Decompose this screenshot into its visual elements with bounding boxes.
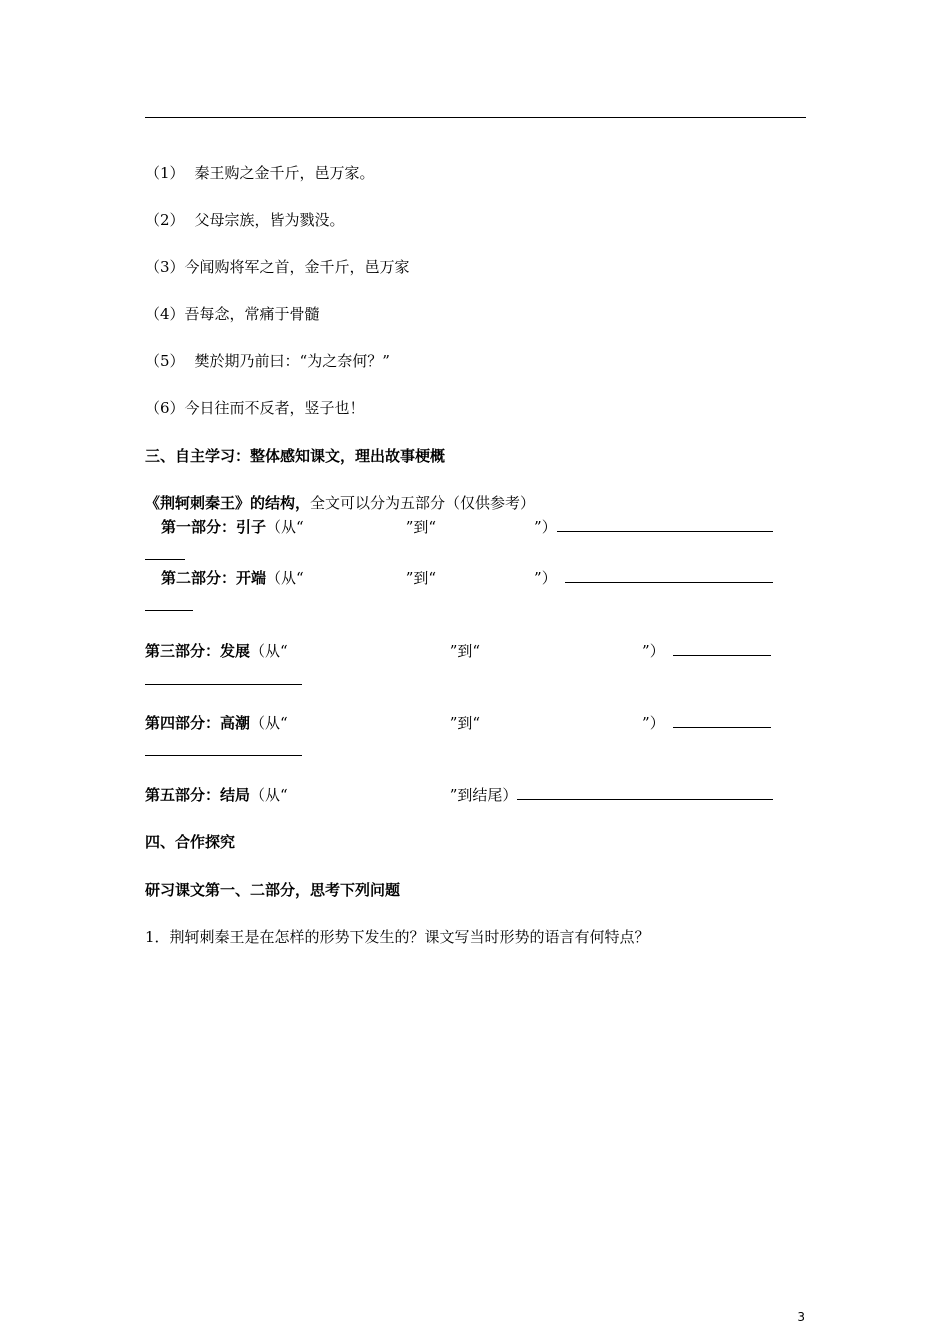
part-5-line	[145, 785, 773, 805]
part-2-line	[161, 568, 773, 588]
part-open: （从“	[250, 714, 288, 732]
answer-blank-continuation[interactable]	[145, 559, 185, 560]
part-4-line	[145, 713, 771, 733]
question-1: 1．荆轲刺秦王是在怎样的形势下发生的？课文写当时形势的语言有何特点？	[145, 928, 650, 946]
translation-item-3	[145, 257, 410, 277]
translation-item-5	[145, 351, 390, 371]
part-close: ”）	[642, 714, 665, 732]
item-text: 今日往而不反者，竖子也！	[184, 399, 365, 417]
answer-blank-continuation[interactable]	[145, 610, 193, 611]
item-text: 秦王购之金千斤，邑万家。	[194, 164, 375, 182]
translation-item-6	[145, 398, 365, 418]
answer-blank[interactable]	[517, 785, 773, 800]
page-number: 3	[797, 1310, 805, 1324]
part-to: ”到“	[449, 714, 481, 732]
item-number: （4）	[145, 305, 185, 323]
translation-item-2	[145, 210, 345, 230]
part-close: ”）	[534, 518, 557, 536]
structure-intro	[145, 493, 535, 513]
answer-blank[interactable]	[565, 568, 773, 583]
part-close: ”）	[642, 642, 665, 660]
answer-blank-continuation[interactable]	[145, 755, 302, 756]
answer-blank[interactable]	[557, 517, 773, 532]
part-close: ”）	[534, 569, 557, 587]
item-number: （2）	[145, 211, 185, 229]
item-text: 今闻购将军之首，金千斤，邑万家	[184, 258, 410, 276]
part-label: 第四部分：高潮	[145, 714, 251, 732]
structure-title: 《荆轲刺秦王》的结构，	[145, 494, 311, 512]
part-label: 第五部分：结局	[145, 786, 251, 804]
part-to: ”到“	[405, 569, 437, 587]
item-text: 吾每念，常痛于骨髓	[184, 305, 320, 323]
part-1-line	[161, 517, 773, 537]
part-to: ”到“	[405, 518, 437, 536]
section4-subheading: 研习课文第一、二部分，思考下列问题	[145, 881, 401, 899]
part-to: ”到“	[449, 642, 481, 660]
part-3-line	[145, 641, 771, 661]
item-number: （1）	[145, 164, 185, 182]
header-rule	[145, 117, 806, 118]
item-number: （5）	[145, 352, 185, 370]
answer-blank-continuation[interactable]	[145, 684, 302, 685]
item-number: （3）	[145, 258, 185, 276]
part-label: 第一部分：引子	[161, 518, 267, 536]
part-open: （从“	[266, 569, 304, 587]
answer-blank[interactable]	[673, 641, 771, 656]
section4-heading: 四、合作探究	[145, 833, 236, 851]
part-open: （从“	[250, 642, 288, 660]
item-text: 樊於期乃前曰：“为之奈何？”	[194, 352, 390, 370]
section3-heading: 三、自主学习：整体感知课文，理出故事梗概	[145, 447, 446, 465]
answer-blank[interactable]	[673, 713, 771, 728]
translation-item-4	[145, 304, 320, 324]
part-label: 第二部分：开端	[161, 569, 267, 587]
part-label: 第三部分：发展	[145, 642, 251, 660]
part-open: （从“	[266, 518, 304, 536]
item-text: 父母宗族，皆为戮没。	[194, 211, 345, 229]
structure-note: 全文可以分为五部分（仅供参考）	[310, 494, 536, 512]
part-open: （从“	[250, 786, 288, 804]
translation-item-1	[145, 163, 375, 183]
part-to: ”到结尾）	[449, 786, 518, 804]
item-number: （6）	[145, 399, 185, 417]
